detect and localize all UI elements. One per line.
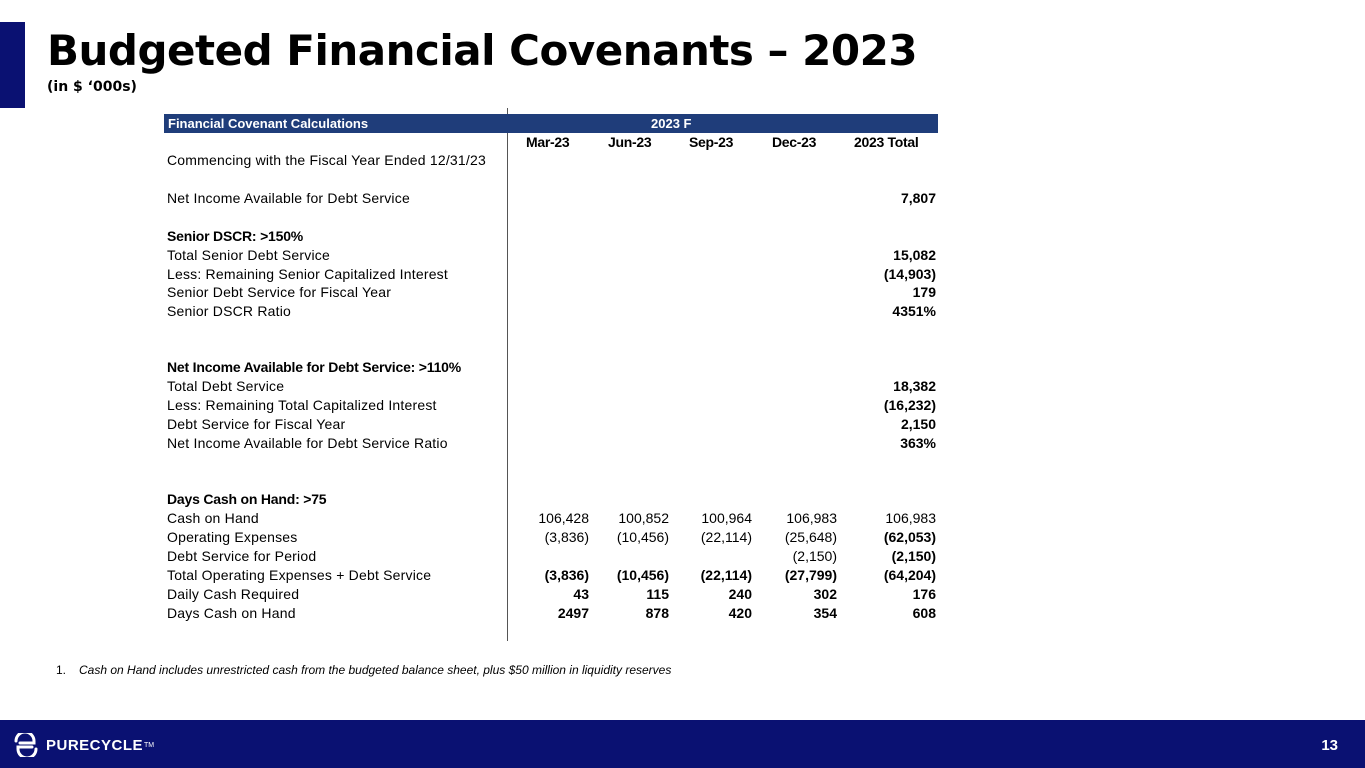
row-label: Days Cash on Hand: >75 — [167, 491, 327, 507]
covenant-table — [164, 108, 944, 643]
table-header-period: 2023 F — [651, 116, 692, 131]
column-header-mar-23: Mar-23 — [526, 134, 570, 150]
row-value-dec-23: 106,983 — [786, 510, 837, 526]
table-row — [164, 378, 944, 397]
row-label: Senior DSCR Ratio — [167, 303, 291, 319]
row-value-2023-total: (64,204) — [883, 567, 936, 583]
slide-title: Budgeted Financial Covenants – 2023 — [47, 26, 918, 75]
table-row — [164, 510, 944, 529]
table-row — [164, 266, 944, 285]
table-row — [164, 548, 944, 567]
title-accent-bar — [0, 22, 25, 108]
column-header-jun-23: Jun-23 — [608, 134, 652, 150]
table-row — [164, 491, 944, 510]
row-value-jun-23: (10,456) — [616, 529, 669, 545]
row-value-dec-23: (2,150) — [792, 548, 837, 564]
row-value-2023-total: 18,382 — [893, 378, 936, 394]
row-value-dec-23: 302 — [813, 586, 837, 602]
table-row — [164, 190, 944, 209]
table-row — [164, 152, 944, 171]
footnote-number: 1. — [56, 663, 67, 677]
row-label: Days Cash on Hand — [167, 605, 296, 621]
row-value-mar-23: (3,836) — [544, 529, 589, 545]
logo-trademark: TM — [144, 741, 155, 749]
footnote-text: Cash on Hand includes unrestricted cash from the budgeted balance sheet, plus $50 million in liquidity reserves — [79, 663, 672, 677]
table-row — [164, 247, 944, 266]
row-value-mar-23: 106,428 — [538, 510, 589, 526]
row-value-dec-23: (25,648) — [784, 529, 837, 545]
row-label: Net Income Available for Debt Service: >110% — [167, 359, 462, 375]
table-header-bar — [164, 114, 938, 133]
row-value-2023-total: 7,807 — [900, 190, 936, 206]
table-row — [164, 284, 944, 303]
table-row — [164, 605, 944, 624]
row-value-sep-23: 420 — [728, 605, 752, 621]
row-value-2023-total: (16,232) — [883, 397, 936, 413]
row-value-sep-23: (22,114) — [700, 567, 752, 583]
table-header-title: Financial Covenant Calculations — [168, 116, 369, 131]
row-value-2023-total: (14,903) — [883, 266, 936, 282]
page-number: 13 — [1321, 737, 1338, 754]
footnote — [56, 663, 671, 677]
column-header-dec-23: Dec-23 — [772, 134, 817, 150]
row-value-2023-total: 106,983 — [885, 510, 936, 526]
row-label: Operating Expenses — [167, 529, 298, 545]
row-label: Commencing with the Fiscal Year Ended 12/31/23 — [167, 152, 486, 168]
row-value-mar-23: 43 — [573, 586, 589, 602]
row-value-jun-23: 100,852 — [618, 510, 669, 526]
row-value-2023-total: (2,150) — [891, 548, 936, 564]
row-value-mar-23: 2497 — [557, 605, 589, 621]
row-label: Daily Cash Required — [167, 586, 300, 602]
purecycle-logo-icon — [12, 733, 40, 757]
row-value-2023-total: 2,150 — [900, 416, 936, 432]
logo-text: PURECYCLE — [46, 736, 144, 754]
row-value-2023-total: 179 — [912, 284, 936, 300]
row-label: Less: Remaining Senior Capitalized Interest — [167, 266, 448, 282]
row-value-jun-23: 115 — [646, 586, 669, 602]
table-row — [164, 303, 944, 322]
table-row — [164, 567, 944, 586]
row-value-mar-23: (3,836) — [544, 567, 589, 583]
row-value-2023-total: 363% — [900, 435, 936, 451]
footer-bar — [0, 720, 1365, 768]
row-value-2023-total: 608 — [912, 605, 936, 621]
purecycle-logo — [12, 733, 154, 757]
column-header-sep-23: Sep-23 — [689, 134, 734, 150]
table-row — [164, 359, 944, 378]
row-value-2023-total: 176 — [912, 586, 936, 602]
slide-subtitle: (in $ ‘000s) — [47, 79, 137, 95]
row-value-sep-23: 100,964 — [701, 510, 752, 526]
row-label: Senior Debt Service for Fiscal Year — [167, 284, 392, 300]
row-label: Senior DSCR: >150% — [167, 228, 304, 244]
row-value-2023-total: (62,053) — [883, 529, 936, 545]
row-label: Cash on Hand — [167, 510, 259, 526]
row-value-2023-total: 4351% — [892, 303, 936, 319]
row-label: Debt Service for Period — [167, 548, 317, 564]
row-label: Total Senior Debt Service — [167, 247, 330, 263]
row-value-jun-23: 878 — [645, 605, 669, 621]
row-value-sep-23: (22,114) — [700, 529, 752, 545]
row-label: Less: Remaining Total Capitalized Interest — [167, 397, 437, 413]
row-value-sep-23: 240 — [728, 586, 752, 602]
table-row — [164, 529, 944, 548]
row-value-dec-23: (27,799) — [784, 567, 837, 583]
row-value-2023-total: 15,082 — [893, 247, 936, 263]
table-row — [164, 397, 944, 416]
row-value-jun-23: (10,456) — [616, 567, 669, 583]
row-label: Total Operating Expenses + Debt Service — [167, 567, 432, 583]
row-value-dec-23: 354 — [813, 605, 837, 621]
row-label: Total Debt Service — [167, 378, 285, 394]
table-row — [164, 586, 944, 605]
row-label: Debt Service for Fiscal Year — [167, 416, 346, 432]
table-row — [164, 435, 944, 454]
table-row — [164, 228, 944, 247]
row-label: Net Income Available for Debt Service — [167, 190, 410, 206]
row-label: Net Income Available for Debt Service Ratio — [167, 435, 448, 451]
table-row — [164, 416, 944, 435]
column-header-2023-total: 2023 Total — [854, 134, 919, 150]
